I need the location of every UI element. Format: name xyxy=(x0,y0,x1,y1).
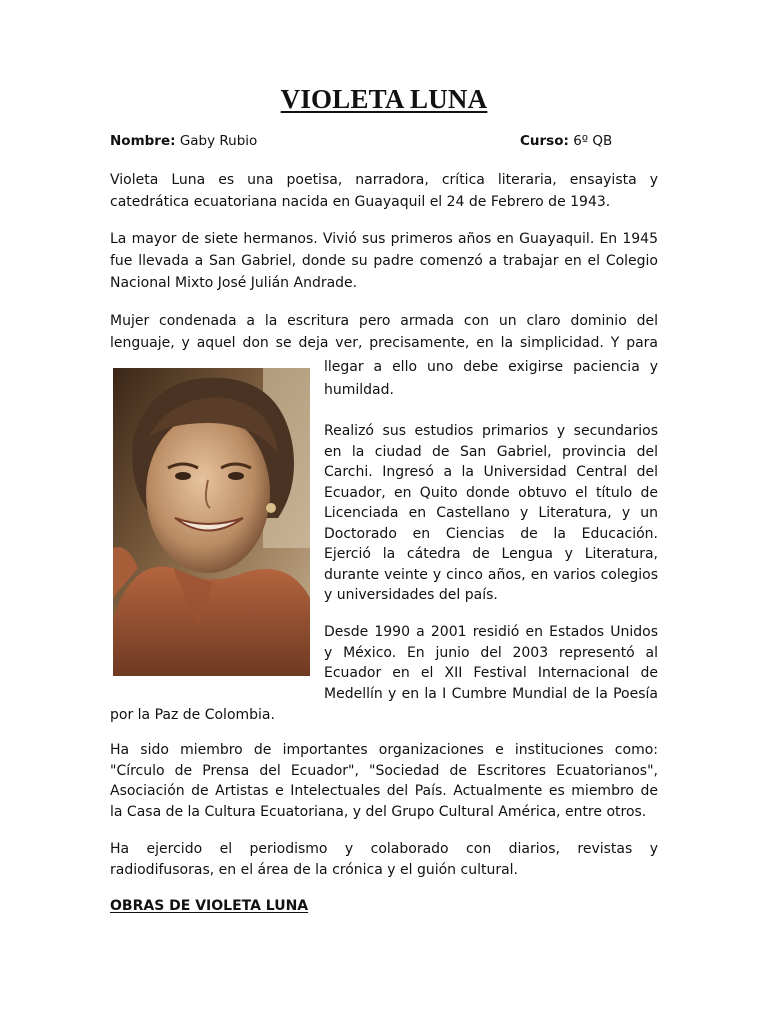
paragraph-7 xyxy=(110,839,658,881)
paragraph-4 xyxy=(324,421,658,606)
paragraph-5 xyxy=(324,622,658,704)
paragraph-line: Carchi. Ingresó a la Universidad Central del xyxy=(324,464,658,480)
curso-row xyxy=(520,133,612,149)
nombre-label: Nombre: xyxy=(110,133,176,149)
paragraph-line: y universidades del país. xyxy=(324,587,498,603)
paragraph-line: Ha sido miembro de importantes organizaciones e instituciones como: xyxy=(110,742,658,758)
paragraph-line: Mujer condenada a la escritura pero armada con un claro dominio del xyxy=(110,313,658,329)
paragraph-6 xyxy=(110,740,658,822)
page-title: VIOLETA LUNA xyxy=(280,84,488,114)
paragraph-line: Licenciada en Castellano y Literatura, y un xyxy=(324,505,658,521)
obras-heading: OBRAS DE VIOLETA LUNA xyxy=(110,898,309,914)
paragraph-line: humildad. xyxy=(324,382,394,398)
paragraph-line: La mayor de siete hermanos. Vivió sus primeros años en Guayaquil. En 1945 xyxy=(110,231,658,247)
nombre-row xyxy=(110,133,257,149)
paragraph-line: Ecuador en el XII Festival Internacional de xyxy=(324,665,658,681)
paragraph-line: radiodifusoras, en el área de la crónica y el guión cultural. xyxy=(110,862,518,878)
paragraph-line: fue llevada a San Gabriel, donde su padre comenzó a trabajar en el Colegio xyxy=(110,253,658,269)
portrait-photo xyxy=(113,368,310,676)
paragraph-line: en la ciudad de San Gabriel, provincia del xyxy=(324,443,658,460)
paragraph-line: por la Paz de Colombia. xyxy=(110,707,275,723)
paragraph-line: Violeta Luna es una poetisa, narradora, crítica literaria, ensayista y xyxy=(110,172,658,188)
paragraph-line: Asociación de Artistas e Intelectuales del País. Actualmente es miembro de xyxy=(110,783,658,799)
paragraph-3-continuation xyxy=(324,356,658,402)
portrait-image xyxy=(113,368,310,676)
paragraph-line: Realizó sus estudios primarios y secundarios xyxy=(324,423,658,439)
paragraph-line: Ejerció la cátedra de Lengua y Literatura, xyxy=(324,546,658,562)
paragraph-line: y México. En junio del 2003 representó al xyxy=(324,644,658,661)
paragraph-line: Medellín y en la I Cumbre Mundial de la Poesía xyxy=(324,685,658,702)
paragraph-line: Desde 1990 a 2001 residió en Estados Unidos xyxy=(324,624,658,640)
paragraph-line: Doctorado en Ciencias de la Educación. xyxy=(324,525,658,542)
paragraph-3 xyxy=(110,310,658,354)
curso-value: 6º QB xyxy=(573,133,613,149)
paragraph-line: Ecuador, en Quito donde obtuvo el título de xyxy=(324,484,658,501)
paragraph-line: la Casa de la Cultura Ecuatoriana, y del Grupo Cultural América, entre otros. xyxy=(110,803,647,820)
paragraph-line: lenguaje, y aquel don se deja ver, precisamente, en la simplicidad. Y para xyxy=(110,335,658,351)
paragraph-2 xyxy=(110,228,658,294)
paragraph-line: Nacional Mixto José Julián Andrade. xyxy=(110,275,358,291)
paragraph-line: catedrática ecuatoriana nacida en Guayaquil el 24 de Febrero de 1943. xyxy=(110,194,611,210)
paragraph-line: durante veinte y cinco años, en varios colegios xyxy=(324,566,658,583)
paragraph-line: llegar a ello uno debe exigirse paciencia y xyxy=(324,359,658,375)
paragraph-1 xyxy=(110,169,658,213)
paragraph-5-tail xyxy=(110,704,658,726)
curso-label: Curso: xyxy=(520,133,569,149)
paragraph-line: "Círculo de Prensa del Ecuador", "Sociedad de Escritores Ecuatorianos", xyxy=(110,762,658,779)
nombre-value: Gaby Rubio xyxy=(179,133,258,149)
paragraph-line: Ha ejercido el periodismo y colaborado con diarios, revistas y xyxy=(110,841,658,857)
